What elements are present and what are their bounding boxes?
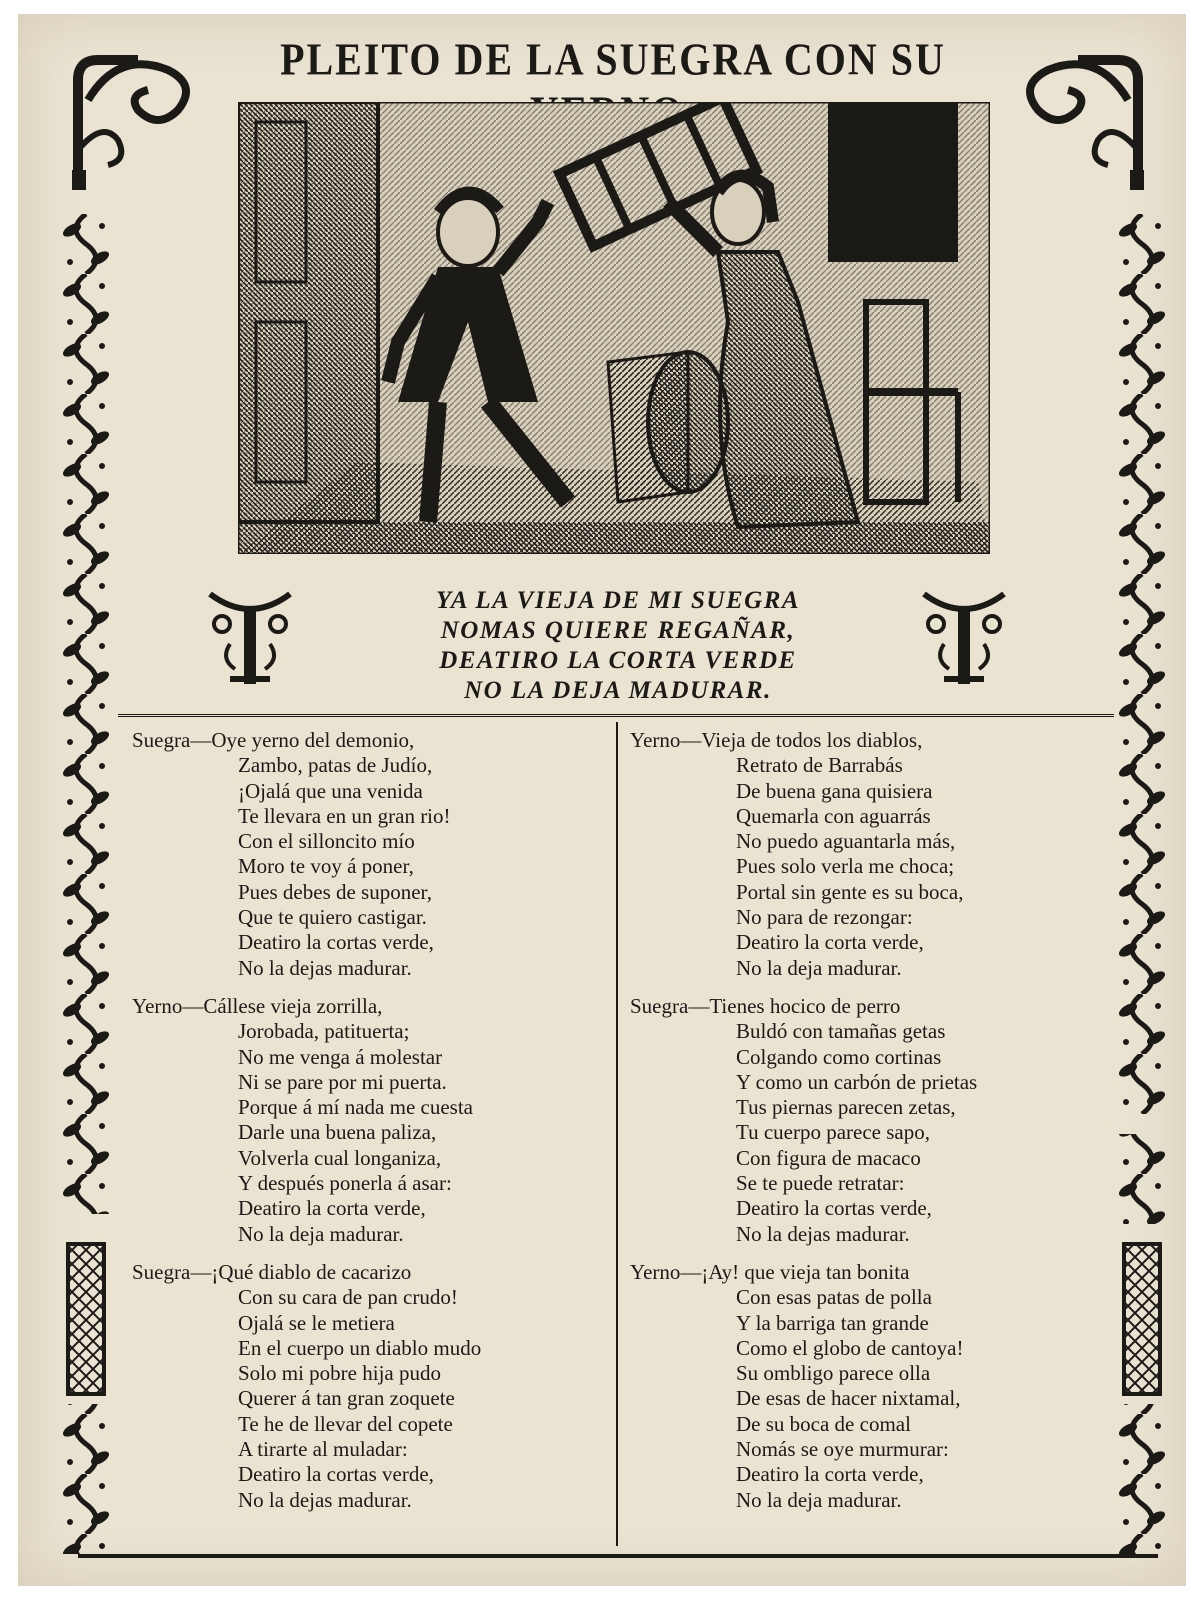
verse-line: Darle una buena paliza, xyxy=(238,1120,437,1145)
refrain-line: NOMAS QUIERE REGAÑAR, xyxy=(440,617,796,644)
verse-line: Buldó con tamañas getas xyxy=(736,1019,946,1044)
stanza: Suegra—Tienes hocico de perro Buldó con tamañas getas Colgando como cortinas Y como un carbón de prietas Tus piernas parecen zetas, Tu cuerpo parece sapo, Con figura de macaco Se te puede retratar: Deatiro la cortas verde, No la dejas madurar. xyxy=(630,994,1100,1247)
verse-line: No la dejas madurar. xyxy=(238,955,412,980)
verse-line: Con el silloncito mío xyxy=(238,829,415,854)
verse-line: Que te quiero castigar. xyxy=(238,905,427,930)
corner-flourish-icon xyxy=(58,40,198,190)
verse-line: Solo mi pobre hija pudo xyxy=(238,1361,441,1386)
stanza: Suegra—¡Qué diablo de cacarizo Con su cara de pan crudo! Ojalá se le metiera En el cuerpo un diablo mudo Solo mi pobre hija pudo Querer á tan gran zoquete Te he de llevar del copete A tirarte al muladar: Deatiro la cortas verde, No la dejas madurar. xyxy=(132,1260,602,1513)
right-column xyxy=(630,728,1100,1526)
verse-line: No la deja madurar. xyxy=(736,955,902,980)
left-column xyxy=(132,728,602,1526)
verse-line: Con esas patas de polla xyxy=(736,1285,932,1310)
speaker-label: Yerno xyxy=(132,993,183,1018)
verse-line: ¡Qué diablo de cacarizo xyxy=(211,1259,412,1284)
verse-line: Deatiro la cortas verde, xyxy=(736,1196,932,1221)
verse-line: Ojalá se le metiera xyxy=(238,1310,395,1335)
refrain-line: NO LA DEJA MADURAR. xyxy=(464,677,772,704)
verse-line: De buena gana quisiera xyxy=(736,778,933,803)
verse-line: No la deja madurar. xyxy=(736,1487,902,1512)
verse-line: Deatiro la corta verde, xyxy=(736,930,924,955)
stanza: Yerno—Vieja de todos los diablos, Retrato de Barrabás De buena gana quisiera Quemarla con aguarrás No puedo aguantarla más, Pues solo verla me choca; Portal sin gente es su boca, No para de rezongar: Deatiro la corta verde, No la deja madurar. xyxy=(630,728,1100,981)
verse-line: Te he de llevar del copete xyxy=(238,1411,453,1436)
verse-line: ¡Ay! que vieja tan bonita xyxy=(701,1259,910,1284)
verse-line: Se te puede retratar: xyxy=(736,1171,905,1196)
verse-line: Y después ponerla á asar: xyxy=(238,1171,452,1196)
verse-line: Ni se pare por mi puerta. xyxy=(238,1069,447,1094)
verse-line: No la dejas madurar. xyxy=(736,1221,910,1246)
refrain xyxy=(318,586,918,706)
verse-line: Con figura de macaco xyxy=(736,1145,921,1170)
verse-line: Con su cara de pan crudo! xyxy=(238,1285,458,1310)
verse-line: Porque á mí nada me cuesta xyxy=(238,1095,473,1120)
verse-line: No la deja madurar. xyxy=(238,1221,404,1246)
stanza: Yerno—¡Ay! que vieja tan bonita Con esas patas de polla Y la barriga tan grande Como el globo de cantoya! Su ombligo parece olla De esas de hacer nixtamal, De su boca de comal Nomás se oye murmurar: Deatiro la corta verde, No la deja madurar. xyxy=(630,1260,1100,1513)
verse-line: De su boca de comal xyxy=(736,1411,911,1436)
speaker-label: Suegra xyxy=(630,993,689,1018)
verse-line: Y la barriga tan grande xyxy=(736,1310,929,1335)
verse-line: Como el globo de cantoya! xyxy=(736,1335,964,1360)
refrain-line: DEATIRO LA CORTA VERDE xyxy=(439,647,797,674)
woodcut-illustration xyxy=(238,102,990,554)
corner-flourish-icon xyxy=(1018,40,1158,190)
verse-line: Tienes hocico de perro xyxy=(709,993,901,1018)
verse-line: En el cuerpo un diablo mudo xyxy=(238,1335,482,1360)
speaker-label: Suegra xyxy=(132,1259,191,1284)
floral-ornament-icon xyxy=(914,584,1014,688)
verse-line: Querer á tan gran zoquete xyxy=(238,1386,455,1411)
verse-line: Portal sin gente es su boca, xyxy=(736,879,964,904)
verse-line: Moro te voy á poner, xyxy=(238,854,414,879)
verse-line: Jorobada, patituerta; xyxy=(238,1019,410,1044)
stanza: Suegra—Oye yerno del demonio, Zambo, patas de Judío, ¡Ojalá que una venida Te llevara en un gran rio! Con el silloncito mío Moro te voy á poner, Pues debes de suponer, Que te quiero castigar. Deatiro la cortas verde, No la dejas madurar. xyxy=(132,728,602,981)
stanza: Yerno—Cállese vieja zorrilla, Jorobada, patituerta; No me venga á molestar Ni se pare por mi puerta. Porque á mí nada me cuesta Darle una buena paliza, Volverla cual longaniza, Y después ponerla á asar: Deatiro la corta verde, No la deja madurar. xyxy=(132,994,602,1247)
verse-line: Su ombligo parece olla xyxy=(736,1361,931,1386)
verse-line: Deatiro la corta verde, xyxy=(736,1462,924,1487)
verse-line: Pues solo verla me choca; xyxy=(736,854,955,879)
verse-line: Colgando como cortinas xyxy=(736,1044,942,1069)
verse-line: Zambo, patas de Judío, xyxy=(238,753,433,778)
verse-line: Deatiro la cortas verde, xyxy=(238,1462,434,1487)
verse-line: Deatiro la cortas verde, xyxy=(238,930,434,955)
bottom-rule xyxy=(78,1554,1158,1558)
speaker-label: Suegra xyxy=(132,728,191,752)
broadside-sheet xyxy=(18,14,1186,1586)
floral-ornament-icon xyxy=(200,584,300,688)
verse-line: A tirarte al muladar: xyxy=(238,1437,408,1462)
verse-line: Pues debes de suponer, xyxy=(238,879,432,904)
verse-line: No la dejas madurar. xyxy=(238,1487,412,1512)
verse-line: Tu cuerpo parece sapo, xyxy=(736,1120,930,1145)
verse-line: No me venga á molestar xyxy=(238,1044,443,1069)
verse-line: Oye yerno del demonio, xyxy=(211,728,415,752)
verse-line: No para de rezongar: xyxy=(736,905,913,930)
vine-border-icon xyxy=(1114,214,1170,1554)
top-rule xyxy=(118,714,1114,717)
verse-line: Te llevara en un gran rio! xyxy=(238,803,451,828)
verse-line: Retrato de Barrabás xyxy=(736,753,903,778)
verse-line: Y como un carbón de prietas xyxy=(736,1069,978,1094)
verse-line: De esas de hacer nixtamal, xyxy=(736,1386,961,1411)
verse-line: ¡Ojalá que una venida xyxy=(238,778,423,803)
verse-line: Vieja de todos los diablos, xyxy=(701,728,923,752)
verse-line: Tus piernas parecen zetas, xyxy=(736,1095,956,1120)
verse-line: Volverla cual longaniza, xyxy=(238,1145,442,1170)
verse-line: Nomás se oye murmurar: xyxy=(736,1437,949,1462)
column-divider xyxy=(616,722,618,1546)
vine-border-icon xyxy=(58,214,114,1554)
speaker-label: Yerno xyxy=(630,728,681,752)
verse-line: Cállese vieja zorrilla, xyxy=(203,993,383,1018)
page-title: PLEITO DE LA SUEGRA CON SU xyxy=(280,33,946,85)
refrain-line: YA LA VIEJA DE MI SUEGRA xyxy=(435,587,801,614)
verse-line: Quemarla con aguarrás xyxy=(736,803,931,828)
verse-line: Deatiro la corta verde, xyxy=(238,1196,426,1221)
speaker-label: Yerno xyxy=(630,1259,681,1284)
verse-line: No puedo aguantarla más, xyxy=(736,829,956,854)
